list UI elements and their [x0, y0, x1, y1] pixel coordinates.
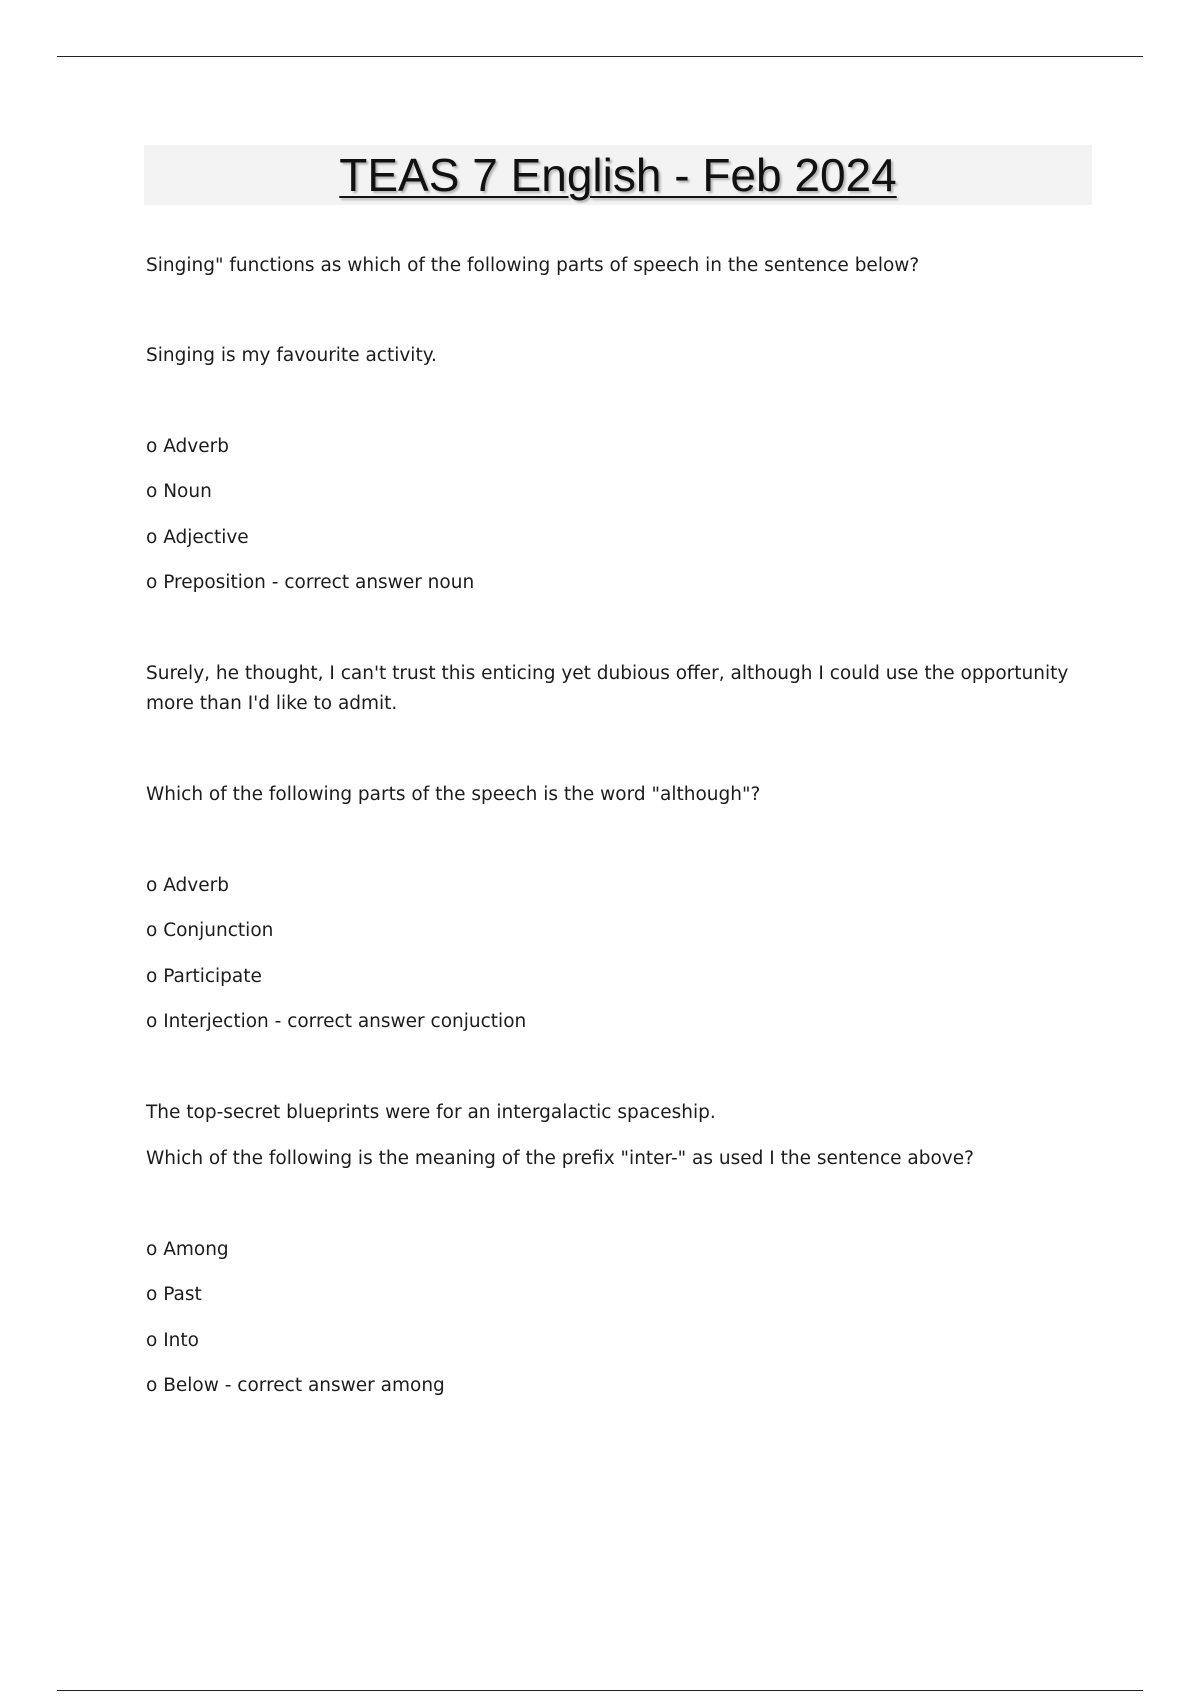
question-3-option-3: o Into: [146, 1330, 199, 1351]
question-2-option-4: o Interjection - correct answer conjuction: [146, 1011, 527, 1032]
title-band: [144, 145, 1092, 205]
question-3-option-2: o Past: [146, 1284, 202, 1305]
question-3-prompt: Which of the following is the meaning of the prefix "inter-" as used I the sentence above?: [146, 1148, 974, 1169]
question-1-sentence: Singing is my favourite activity.: [146, 345, 437, 366]
question-3-option-1: o Among: [146, 1239, 229, 1260]
question-1-option-3: o Adjective: [146, 527, 249, 548]
question-3-sentence: The top-secret blueprints were for an intergalactic spaceship.: [146, 1102, 716, 1123]
question-2-option-2: o Conjunction: [146, 920, 274, 941]
question-2-option-1: o Adverb: [146, 875, 229, 896]
question-1-prompt: Singing" functions as which of the following parts of speech in the sentence below?: [146, 255, 920, 276]
top-rule: [57, 56, 1143, 57]
question-1-option-2: o Noun: [146, 481, 212, 502]
bottom-rule: [57, 1690, 1143, 1691]
question-1-option-4: o Preposition - correct answer noun: [146, 572, 475, 593]
document-title: TEAS 7 English - Feb 2024: [339, 149, 897, 201]
question-3-option-4: o Below - correct answer among: [146, 1375, 445, 1396]
question-2-prompt: Which of the following parts of the speech is the word "although"?: [146, 784, 761, 805]
question-2-sentence: Surely, he thought, I can't trust this enticing yet dubious offer, although I could use the opportunity more than I'd like to admit.: [146, 663, 1069, 714]
question-2-option-3: o Participate: [146, 966, 262, 987]
question-1-option-1: o Adverb: [146, 436, 229, 457]
